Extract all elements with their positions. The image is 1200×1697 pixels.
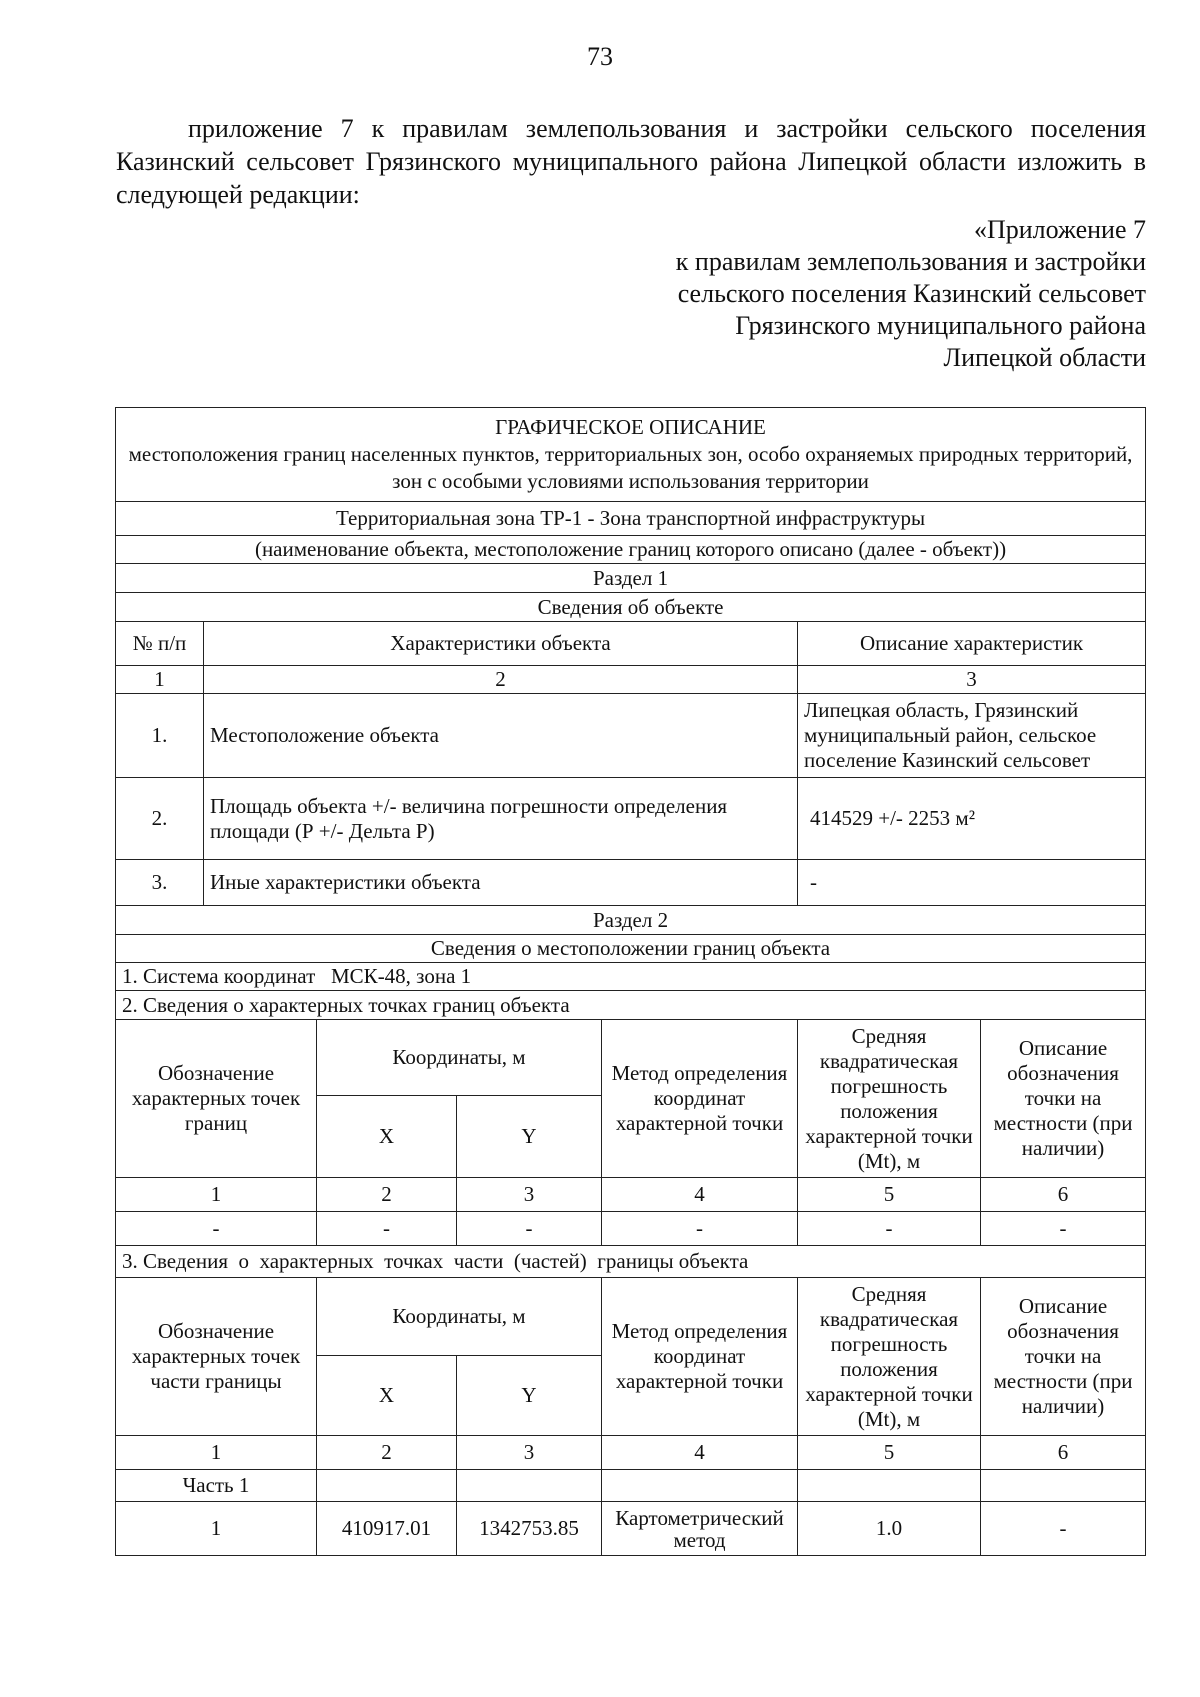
coord-system: 1. Система координат МСК-48, зона 1 <box>116 963 1146 991</box>
points-method-header: Метод определения координат характерной точки <box>602 1020 798 1178</box>
object-row <box>116 860 1146 906</box>
appendix-line: «Приложение 7 <box>973 215 1146 244</box>
col-number: 4 <box>602 1178 798 1212</box>
points-cell: - <box>457 1212 602 1246</box>
part-point-y: 1342753.85 <box>457 1502 602 1556</box>
appendix-line: Липецкой области <box>943 343 1146 372</box>
object-row-num: 1. <box>116 694 204 778</box>
part-point-id: 1 <box>116 1502 317 1556</box>
section2-label: Раздел 2 <box>116 906 1146 935</box>
col-number: 5 <box>798 1436 981 1470</box>
intro-text: приложение 7 к правилам землепользования и застройки сельского поселения Казинский сельсовет Грязинского муниципального района Липецкой области изложить в следующей редакции: <box>116 114 1146 209</box>
col-desc-header: Описание характеристик <box>798 622 1146 666</box>
points-y-header: Y <box>457 1096 602 1178</box>
col-num-header: № п/п <box>116 622 204 666</box>
table-subtitle: местоположения границ населенных пунктов, территориальных зон, особо охраняемых природных территорий, зон с особыми условиями использования территории <box>128 442 1133 493</box>
section1-title: Сведения об объекте <box>116 593 1146 622</box>
object-row <box>116 778 1146 860</box>
points-cell: - <box>317 1212 457 1246</box>
appendix-line: сельского поселения Казинский сельсовет <box>677 279 1146 308</box>
points-cell: - <box>116 1212 317 1246</box>
parts-coords-header: Координаты, м <box>317 1278 602 1356</box>
part-point-row <box>116 1502 1146 1556</box>
col-number: 2 <box>317 1178 457 1212</box>
points-cell: - <box>981 1212 1146 1246</box>
points-designation-header: Обозначение характерных точек границ <box>116 1020 317 1178</box>
points-heading: 2. Сведения о характерных точках границ объекта <box>116 991 1146 1020</box>
col-number: 6 <box>981 1436 1146 1470</box>
object-row-name: Площадь объекта +/- величина погрешности определения площади (Р +/- Дельта Р) <box>204 778 798 860</box>
appendix-line: к правилам землепользования и застройки <box>675 247 1146 276</box>
object-row-name: Иные характеристики объекта <box>204 860 798 906</box>
col-index: 1 <box>116 666 204 694</box>
object-row-name: Местоположение объекта <box>204 694 798 778</box>
table-title-cell <box>116 408 1146 502</box>
points-cell: - <box>798 1212 981 1246</box>
object-row-num: 3. <box>116 860 204 906</box>
empty-cell <box>981 1470 1146 1502</box>
col-index: 3 <box>798 666 1146 694</box>
graphic-description-table <box>115 407 1146 1556</box>
part-point-error: 1.0 <box>798 1502 981 1556</box>
parts-method-header: Метод определения координат характерной точки <box>602 1278 798 1436</box>
part-point-method: Картометрический метод <box>602 1502 798 1556</box>
appendix-header <box>586 214 1146 374</box>
object-row <box>116 694 1146 778</box>
part-point-x: 410917.01 <box>317 1502 457 1556</box>
parts-designation-header: Обозначение характерных точек части границы <box>116 1278 317 1436</box>
points-error-header: Средняя квадратическая погрешность положения характерной точки (Mt), м <box>798 1020 981 1178</box>
object-row-num: 2. <box>116 778 204 860</box>
col-number: 5 <box>798 1178 981 1212</box>
parts-description-header: Описание обозначения точки на местности (при наличии) <box>981 1278 1146 1436</box>
parts-heading: 3. Сведения о характерных точках части (частей) границы объекта <box>116 1246 1146 1278</box>
zone-name: Территориальная зона ТР-1 - Зона транспортной инфраструктуры <box>116 502 1146 536</box>
points-cell: - <box>602 1212 798 1246</box>
section1-label: Раздел 1 <box>116 564 1146 593</box>
col-number: 6 <box>981 1178 1146 1212</box>
empty-cell <box>457 1470 602 1502</box>
parts-x-header: X <box>317 1356 457 1436</box>
page-number: 73 <box>587 42 613 71</box>
col-number: 3 <box>457 1436 602 1470</box>
table-title: ГРАФИЧЕСКОЕ ОПИСАНИЕ <box>495 415 766 439</box>
zone-caption: (наименование объекта, местоположение границ которого описано (далее - объект)) <box>116 536 1146 564</box>
intro-paragraph <box>116 112 1146 211</box>
col-number: 1 <box>116 1436 317 1470</box>
object-row-value: Липецкая область, Грязинский муниципальный район, сельское поселение Казинский сельсовет <box>798 694 1146 778</box>
section2-title: Сведения о местоположении границ объекта <box>116 935 1146 963</box>
col-number: 4 <box>602 1436 798 1470</box>
part-point-description: - <box>981 1502 1146 1556</box>
parts-y-header: Y <box>457 1356 602 1436</box>
col-number: 2 <box>317 1436 457 1470</box>
parts-error-header: Средняя квадратическая погрешность положения характерной точки (Mt), м <box>798 1278 981 1436</box>
col-number: 3 <box>457 1178 602 1212</box>
empty-cell <box>602 1470 798 1502</box>
points-description-header: Описание обозначения точки на местности (при наличии) <box>981 1020 1146 1178</box>
col-index: 2 <box>204 666 798 694</box>
col-number: 1 <box>116 1178 317 1212</box>
points-row <box>116 1212 1146 1246</box>
empty-cell <box>798 1470 981 1502</box>
appendix-line: Грязинского муниципального района <box>735 311 1146 340</box>
object-row-value: - <box>798 860 1146 906</box>
points-x-header: X <box>317 1096 457 1178</box>
points-coords-header: Координаты, м <box>317 1020 602 1096</box>
object-row-value: 414529 +/- 2253 м² <box>798 778 1146 860</box>
empty-cell <box>317 1470 457 1502</box>
part-label: Часть 1 <box>116 1470 317 1502</box>
col-char-header: Характеристики объекта <box>204 622 798 666</box>
